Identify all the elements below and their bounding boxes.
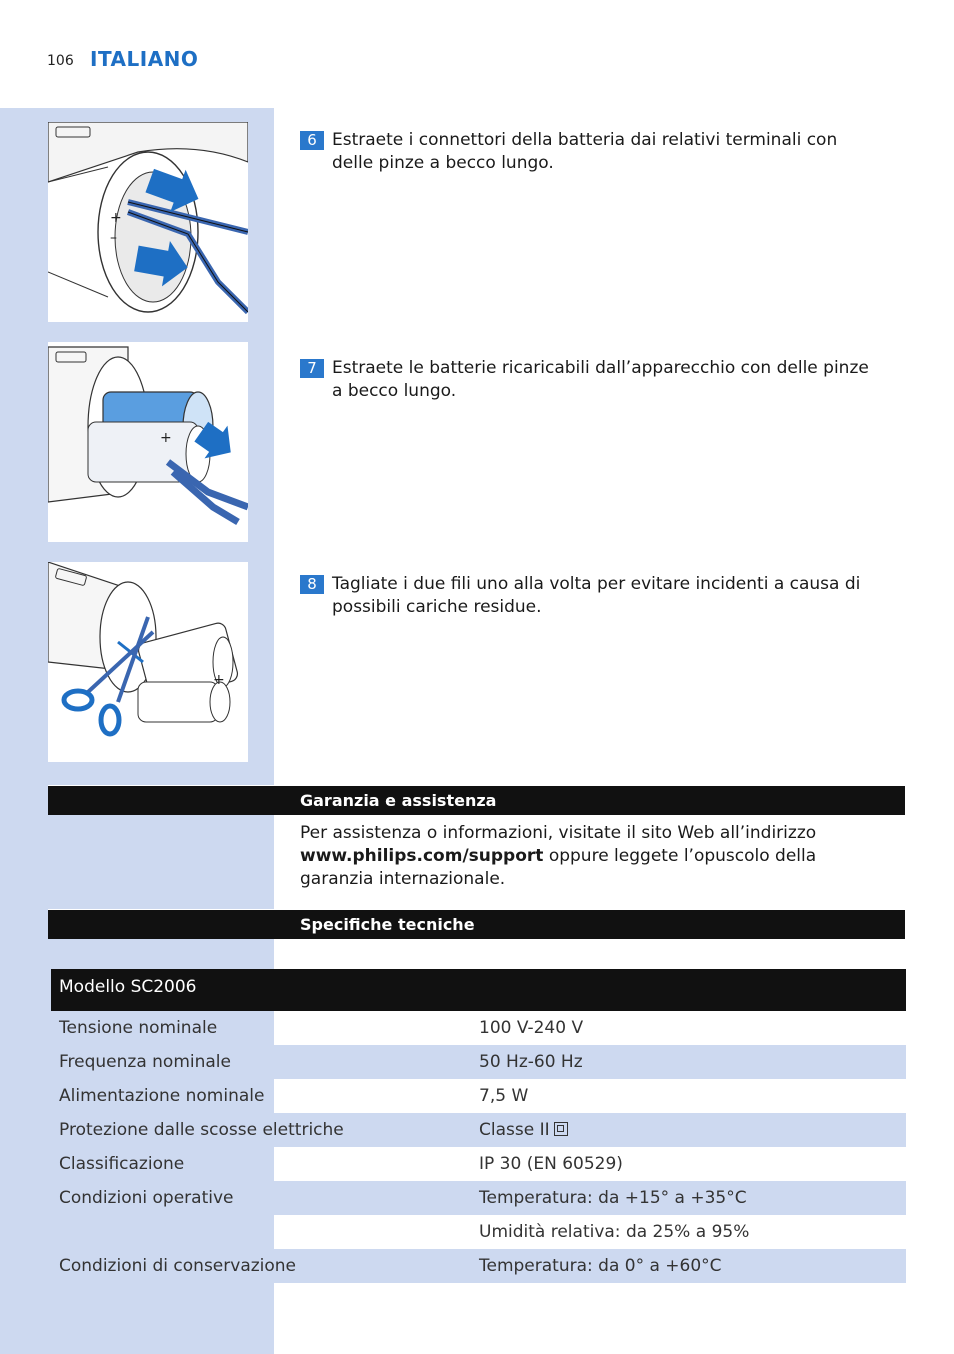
step-text: Tagliate i due fili uno alla volta per evitare incidenti a causa di possibili cariche residue. <box>332 574 861 617</box>
table-row <box>51 1215 906 1249</box>
step-text: Estraete le batterie ricaricabili dall’apparecchio con delle pinze a becco lungo. <box>332 358 869 401</box>
step-number-badge: 6 <box>300 131 324 150</box>
spec-key: Tensione nominale <box>59 1018 218 1038</box>
warranty-text-before: Per assistenza o informazioni, visitate il sito Web all’indirizzo <box>300 823 817 843</box>
spec-key: Protezione dalle scosse elettriche <box>59 1120 344 1140</box>
step-8 <box>300 573 880 619</box>
spec-value: Classe II <box>479 1120 550 1140</box>
table-row <box>51 1181 906 1215</box>
spec-value: Temperatura: da 0° a +60°C <box>479 1256 722 1276</box>
specs-model-header: Modello SC2006 <box>51 969 906 1011</box>
figure-remove-batteries <box>48 342 248 542</box>
figure-notch <box>248 122 274 138</box>
spec-key: Classificazione <box>59 1154 185 1174</box>
pliers-connector-illustration <box>48 122 248 322</box>
spec-value: Umidità relativa: da 25% a 95% <box>479 1222 750 1242</box>
spec-value: 50 Hz-60 Hz <box>479 1052 583 1072</box>
page-number: 106 <box>47 53 74 69</box>
table-row <box>51 1045 906 1079</box>
table-row <box>51 1113 906 1147</box>
plus-mark: + <box>160 430 172 446</box>
warranty-text-after: oppure leggete l’opuscolo della garanzia internazionale. <box>300 846 817 889</box>
battery-removal-illustration <box>48 342 248 542</box>
spec-value-cell <box>479 1120 906 1140</box>
table-row <box>51 1011 906 1045</box>
specs-heading: Specifiche tecniche <box>300 915 475 934</box>
figure-cut-wires <box>48 562 248 762</box>
class-ii-double-square-icon <box>554 1122 568 1136</box>
step-number-badge: 7 <box>300 359 324 378</box>
specs-table <box>51 969 906 1283</box>
spec-key: Frequenza nominale <box>59 1052 231 1072</box>
step-6 <box>300 129 880 175</box>
plus-mark: + <box>110 210 122 226</box>
table-row <box>51 1079 906 1113</box>
table-row <box>51 1147 906 1181</box>
step-number-badge: 8 <box>300 575 324 594</box>
table-row <box>51 1249 906 1283</box>
spec-value: 100 V-240 V <box>479 1018 584 1038</box>
step-text: Estraete i connettori della batteria dai relativi terminali con delle pinze a becco lungo. <box>332 130 838 173</box>
step-7 <box>300 357 880 403</box>
scissors-cut-illustration <box>48 562 248 762</box>
spec-value: Temperatura: da +15° a +35°C <box>479 1188 747 1208</box>
spec-key: Condizioni di conservazione <box>59 1256 297 1276</box>
spec-key: Alimentazione nominale <box>59 1086 265 1106</box>
spec-key: Condizioni operative <box>59 1188 234 1208</box>
figure-remove-connectors <box>48 122 248 322</box>
language-heading: ITALIANO <box>90 47 199 71</box>
support-link[interactable]: www.philips.com/support <box>300 846 544 866</box>
warranty-section-bar <box>48 785 905 815</box>
figure-notch <box>248 342 274 358</box>
plus-mark: + <box>213 672 225 688</box>
warranty-text <box>300 822 890 891</box>
minus-mark: – <box>110 230 117 246</box>
specs-section-bar <box>48 909 905 939</box>
spec-value: IP 30 (EN 60529) <box>479 1154 623 1174</box>
warranty-heading: Garanzia e assistenza <box>300 791 497 810</box>
spec-value: 7,5 W <box>479 1086 529 1106</box>
figure-notch <box>248 562 274 578</box>
